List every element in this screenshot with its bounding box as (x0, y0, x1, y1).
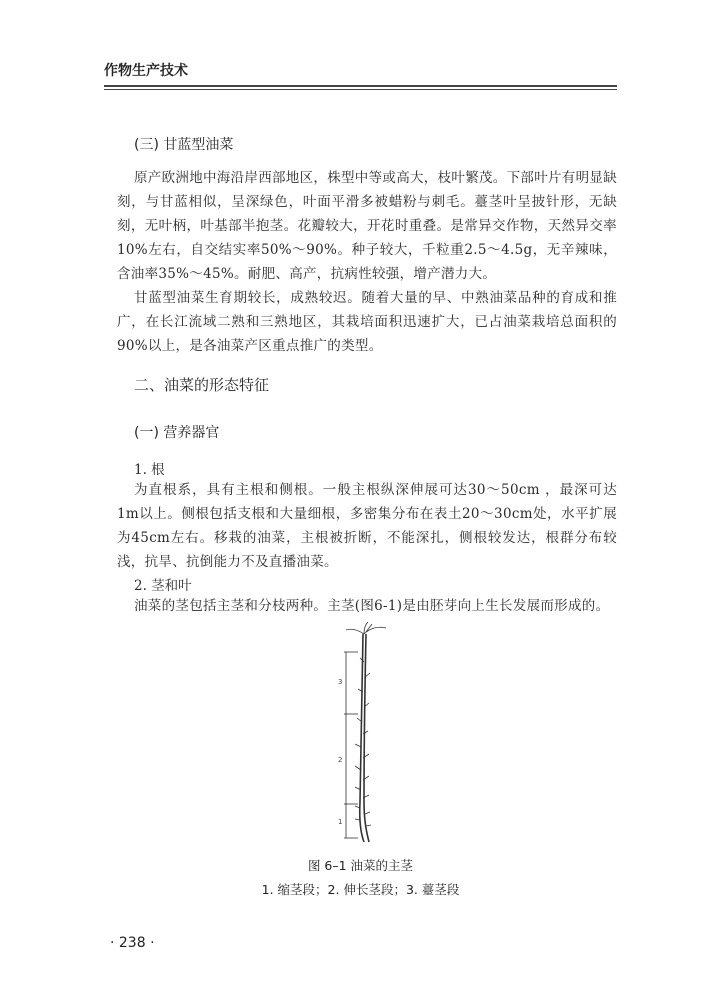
segment-label-3: 3 (338, 678, 343, 686)
header-rule-thin (104, 89, 617, 90)
item-title-root: 1. 根 (134, 462, 165, 478)
figure-legend: 1. 缩茎段；2. 伸长茎段；3. 薹茎段 (261, 882, 460, 897)
running-head: 作物生产技术 (104, 63, 188, 79)
page-number: · 238 · (110, 935, 155, 951)
paragraph-brassica-description: 原产欧洲地中海沿岸西部地区，株型中等或高大，枝叶繁茂。下部叶片有明显缺刻，与甘蓝相似，呈深绿色，叶面平滑多被蜡粉与刺毛。薹茎叶呈披针形，无缺刻，无叶柄，叶基部半抱茎。花瓣较大，开花时重叠。是常异交作物，天然异交率10%左右，自交结实率50%～90%。种子较大，千粒重2.5～4.5g，无辛辣味，含油率35%～45%。耐肥、高产，抗病性较强，增产潜力大。 (117, 170, 617, 282)
segment-label-1: 1 (338, 818, 343, 826)
section-heading-morphology: 二、油菜的形态特征 (134, 376, 270, 394)
paragraph-brassica-cultivation: 甘蓝型油菜生育期较长，成熟较迟。随着大量的早、中熟油菜品种的育成和推广，在长江流域二熟和三熟地区，其栽培面积迅速扩大，已占油菜栽培总面积的90%以上，是各油菜产区重点推广的类型。 (117, 290, 617, 354)
header-rule-thick (104, 85, 617, 87)
subsection-heading-brassica: (三) 甘蓝型油菜 (134, 137, 234, 153)
paragraph-root: 为直根系，具有主根和侧根。一般主根纵深伸展可达30～50cm ，最深可达1m以上。侧根包括支根和大量细根，多密集分布在表土20～30cm处，水平扩展为45cm左右。移栽的油菜，主根被折断，不能深扎，侧根较发达，根群分布较浅，抗旱、抗倒能力不及直播油菜。 (117, 482, 617, 570)
subsection-heading-vegetative: (一) 营养器官 (134, 425, 220, 441)
paragraph-stem-leaf: 油菜的茎包括主茎和分枝两种。主茎(图6-1)是由胚芽向上生长发展而形成的。 (134, 598, 610, 614)
item-title-stem-leaf: 2. 茎和叶 (134, 578, 192, 594)
figure-main-stem (328, 622, 388, 844)
segment-label-2: 2 (338, 756, 343, 764)
figure-caption: 图 6–1 油菜的主茎 (307, 858, 414, 873)
main-stem-illustration (328, 622, 388, 844)
